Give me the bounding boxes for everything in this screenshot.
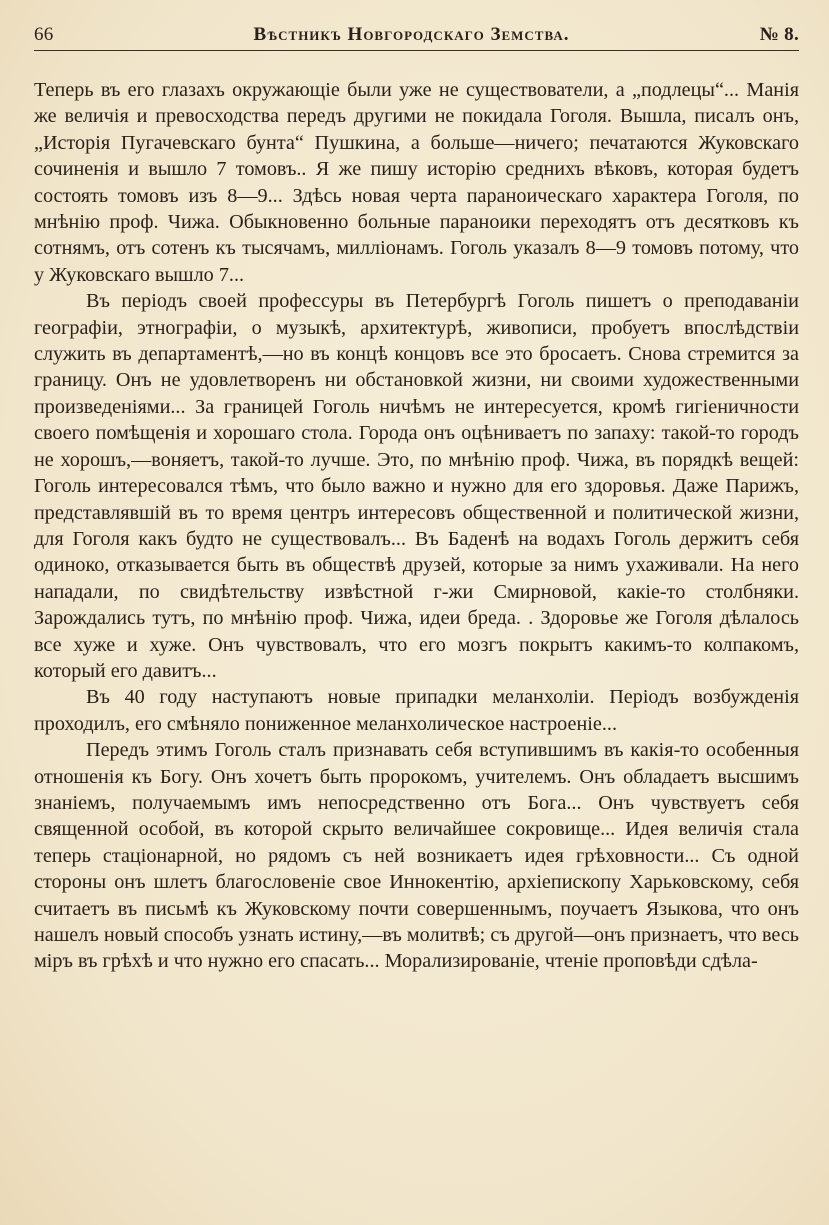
page-number: 66: [34, 24, 54, 45]
header-rule: [34, 50, 799, 51]
paragraph-2: Въ періодъ своей профессуры въ Петербургѣ Гоголь пишетъ о преподаваніи географіи, этнографіи, о музыкѣ, архитектурѣ, живописи, пробуетъ впослѣдствіи служить въ департаментѣ,—но въ концѣ концовъ все это бросаетъ. Снова стремится за границу. Онъ не удовлетворенъ ни обстановкой жизни, ни своими художественными произведеніями... За границей Гоголь ничѣмъ не интересуется, кромѣ гигіеничности своего помѣщенія и хорошаго стола. Города онъ оцѣниваетъ по запаху: такой-то городъ не хорошъ,—воняетъ, такой-то лучше. Это, по мнѣнію проф. Чижа, въ порядкѣ вещей: Гоголь интересовался тѣмъ, что было важно и нужно для его здоровья. Даже Парижъ, представлявшій въ то время центръ интересовъ общественной и политической жизни, для Гоголя какъ будто не существовалъ... Въ Баденѣ на водахъ Гоголь держитъ себя одиноко, отказывается быть въ обществѣ друзей, которые за нимъ ухаживали. На него нападали, по свидѣтельству извѣстной г-жи Смирновой, какіе-то столбняки. Зарождались тутъ, по мнѣнію проф. Чижа, идеи бреда. . Здоровье же Гоголя дѣлалось все хуже и хуже. Онъ чувствовалъ, что его мозгъ покрытъ какимъ-то колпакомъ, который его давитъ...: [34, 290, 799, 682]
page-header: [34, 18, 799, 46]
paragraph-1: Теперь въ его глазахъ окружающіе были уже не существователи, а „подлецы“... Манія же величія и превосходства передъ другими не покидала Гоголя. Вышла, писалъ онъ, „Исторія Пугачевскаго бунта“ Пушкина, а больше—ничего; печатаются Жуковскаго сочиненія и вышло 7 томовъ.. Я же пишу исторію среднихъ вѣковъ, которая будетъ состоять томовъ изъ 8—9... Здѣсь новая черта параноическаго характера Гоголя, по мнѣнію проф. Чижа. Обыкновенно больные параноики переходятъ отъ десятковъ къ сотнямъ, отъ сотенъ къ тысячамъ, милліонамъ. Гоголь указалъ 8—9 томовъ потому, что у Жуковскаго вышло 7...: [34, 79, 799, 286]
article-body: [34, 77, 799, 975]
paragraph-4: Передъ этимъ Гоголь сталъ признавать себя вступившимъ въ какія-то особенныя отношенія къ Богу. Онъ хочетъ быть пророкомъ, учителемъ. Онъ обладаетъ высшимъ знаніемъ, получаемымъ имъ непосредственно отъ Бога... Онъ чувствуетъ себя священной особой, въ которой скрыто величайшее сокровище... Идея величія стала теперь стаціонарной, но рядомъ съ ней возникаетъ идея грѣховности... Съ одной стороны онъ шлетъ благословеніе свое Иннокентію, архіепископу Харьковскому, себя считаетъ въ письмѣ къ Жуковскому почти совершеннымъ, поучаетъ Языкова, что онъ нашелъ новый способъ узнать истину,—въ молитвѣ; съ другой—онъ признаетъ, что весь міръ въ грѣхѣ и что нужно его спасать... Морализированіе, чтеніе проповѣди сдѣла-: [34, 739, 799, 973]
paragraph-3: Въ 40 году наступаютъ новые припадки меланхоліи. Періодъ возбужденія проходилъ, его смѣняло пониженное меланхолическое настроеніе...: [34, 686, 799, 735]
issue-number: № 8.: [759, 24, 799, 45]
journal-title: Вѣстникъ Новгородскаго Земства.: [253, 24, 570, 45]
